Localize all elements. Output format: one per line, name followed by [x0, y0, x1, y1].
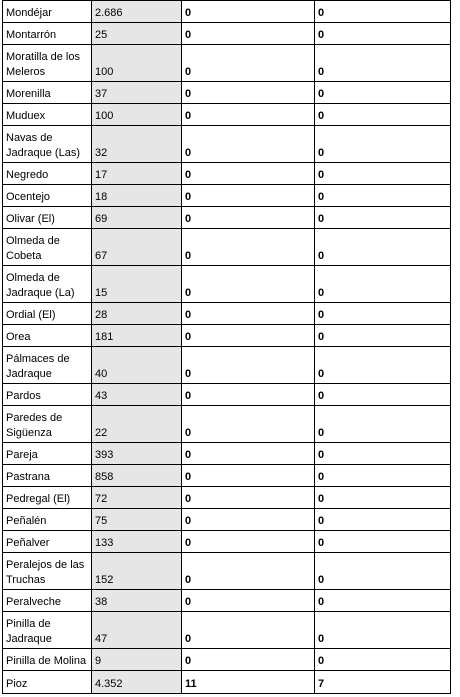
population-value: 25 — [92, 23, 182, 45]
table-row — [3, 82, 451, 104]
municipality-name: Peñalver — [3, 531, 92, 553]
value-2: 0 — [315, 465, 451, 487]
value-2: 0 — [315, 649, 451, 671]
value-2: 0 — [315, 509, 451, 531]
population-value: 9 — [92, 649, 182, 671]
population-value: 100 — [92, 104, 182, 126]
table-row — [3, 590, 451, 612]
table-row — [3, 531, 451, 553]
value-1: 0 — [182, 185, 315, 207]
value-2: 0 — [315, 553, 451, 590]
value-1: 0 — [182, 82, 315, 104]
municipality-name: Pedregal (El) — [3, 487, 92, 509]
value-1: 0 — [182, 207, 315, 229]
value-2: 0 — [315, 207, 451, 229]
value-1: 0 — [182, 347, 315, 384]
population-value: 69 — [92, 207, 182, 229]
value-2: 0 — [315, 266, 451, 303]
value-2: 0 — [315, 229, 451, 266]
value-2: 0 — [315, 487, 451, 509]
municipality-name: Pinilla de Molina — [3, 649, 92, 671]
municipality-name: Pioz — [3, 671, 92, 694]
value-2: 0 — [315, 82, 451, 104]
value-1: 0 — [182, 590, 315, 612]
value-1: 0 — [182, 384, 315, 406]
value-2: 0 — [315, 104, 451, 126]
municipality-name: Peralveche — [3, 590, 92, 612]
value-1: 0 — [182, 303, 315, 325]
table-row — [3, 649, 451, 671]
municipality-name: Negredo — [3, 163, 92, 185]
table-row — [3, 553, 451, 590]
municipality-name: Peralejos de las Truchas — [3, 553, 92, 590]
value-2: 0 — [315, 126, 451, 163]
value-1: 0 — [182, 612, 315, 649]
table-row — [3, 671, 451, 694]
population-value: 28 — [92, 303, 182, 325]
table-row — [3, 45, 451, 82]
value-2: 0 — [315, 590, 451, 612]
municipality-name: Mondéjar — [3, 1, 92, 23]
value-1: 0 — [182, 104, 315, 126]
municipality-name: Pareja — [3, 443, 92, 465]
municipality-name: Ordial (El) — [3, 303, 92, 325]
population-value: 100 — [92, 45, 182, 82]
table-body — [3, 1, 451, 694]
table-row — [3, 443, 451, 465]
value-1: 0 — [182, 487, 315, 509]
value-2: 0 — [315, 23, 451, 45]
population-value: 18 — [92, 185, 182, 207]
table-row — [3, 229, 451, 266]
value-2: 0 — [315, 303, 451, 325]
value-2: 0 — [315, 185, 451, 207]
value-2: 0 — [315, 45, 451, 82]
population-value: 181 — [92, 325, 182, 347]
value-1: 0 — [182, 553, 315, 590]
population-value: 75 — [92, 509, 182, 531]
value-2: 0 — [315, 406, 451, 443]
value-2: 0 — [315, 443, 451, 465]
population-value: 393 — [92, 443, 182, 465]
municipality-name: Ocentejo — [3, 185, 92, 207]
table-row — [3, 23, 451, 45]
municipality-name: Peñalén — [3, 509, 92, 531]
value-1: 0 — [182, 443, 315, 465]
municipality-name: Paredes de Sigüenza — [3, 406, 92, 443]
value-1: 0 — [182, 266, 315, 303]
table-row — [3, 303, 451, 325]
municipality-name: Orea — [3, 325, 92, 347]
municipality-name: Navas de Jadraque (Las) — [3, 126, 92, 163]
population-value: 72 — [92, 487, 182, 509]
population-value: 133 — [92, 531, 182, 553]
table-row — [3, 266, 451, 303]
value-2: 0 — [315, 531, 451, 553]
municipality-name: Pastrana — [3, 465, 92, 487]
table-row — [3, 384, 451, 406]
municipality-name: Muduex — [3, 104, 92, 126]
value-1: 0 — [182, 649, 315, 671]
population-value: 47 — [92, 612, 182, 649]
population-value: 43 — [92, 384, 182, 406]
table-row — [3, 185, 451, 207]
table-row — [3, 207, 451, 229]
population-value: 4.352 — [92, 671, 182, 694]
value-1: 0 — [182, 126, 315, 163]
value-2: 0 — [315, 347, 451, 384]
table-row — [3, 347, 451, 384]
table-row — [3, 406, 451, 443]
municipality-name: Pinilla de Jadraque — [3, 612, 92, 649]
table-row — [3, 465, 451, 487]
table-row — [3, 163, 451, 185]
population-value: 32 — [92, 126, 182, 163]
value-1: 0 — [182, 45, 315, 82]
population-value: 22 — [92, 406, 182, 443]
table-row — [3, 104, 451, 126]
population-value: 152 — [92, 553, 182, 590]
value-1: 0 — [182, 163, 315, 185]
municipality-name: Moratilla de los Meleros — [3, 45, 92, 82]
value-1: 0 — [182, 23, 315, 45]
table-row — [3, 509, 451, 531]
population-value: 17 — [92, 163, 182, 185]
table-row — [3, 487, 451, 509]
municipality-name: Pardos — [3, 384, 92, 406]
table-row — [3, 126, 451, 163]
value-1: 0 — [182, 509, 315, 531]
municipality-name: Pálmaces de Jadraque — [3, 347, 92, 384]
municipality-name: Morenilla — [3, 82, 92, 104]
table-row — [3, 612, 451, 649]
value-2: 0 — [315, 384, 451, 406]
value-1: 11 — [182, 671, 315, 694]
value-2: 0 — [315, 325, 451, 347]
municipality-name: Montarrón — [3, 23, 92, 45]
value-2: 0 — [315, 1, 451, 23]
municipality-name: Olmeda de Cobeta — [3, 229, 92, 266]
table-row — [3, 1, 451, 23]
municipality-name: Olivar (El) — [3, 207, 92, 229]
value-1: 0 — [182, 406, 315, 443]
value-1: 0 — [182, 229, 315, 266]
population-value: 67 — [92, 229, 182, 266]
population-value: 2.686 — [92, 1, 182, 23]
population-value: 37 — [92, 82, 182, 104]
value-2: 7 — [315, 671, 451, 694]
value-1: 0 — [182, 531, 315, 553]
population-value: 40 — [92, 347, 182, 384]
population-value: 38 — [92, 590, 182, 612]
value-2: 0 — [315, 163, 451, 185]
value-2: 0 — [315, 612, 451, 649]
population-value: 858 — [92, 465, 182, 487]
municipality-name: Olmeda de Jadraque (La) — [3, 266, 92, 303]
table-row — [3, 325, 451, 347]
value-1: 0 — [182, 465, 315, 487]
population-value: 15 — [92, 266, 182, 303]
value-1: 0 — [182, 1, 315, 23]
municipality-table — [2, 0, 451, 694]
value-1: 0 — [182, 325, 315, 347]
